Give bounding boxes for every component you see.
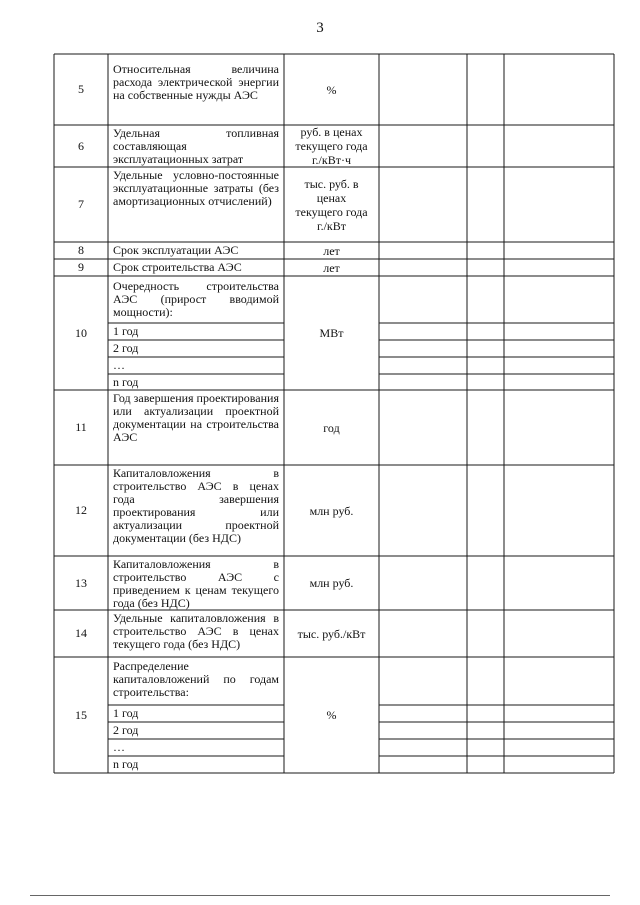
row-10-unit: МВт bbox=[319, 326, 344, 340]
row-10-item-ellipsis: … bbox=[113, 358, 125, 372]
row-12-description: Капиталовложения в строительство АЭС в ценах года завершения проектирования или актуализации проектной документации (без НДС) bbox=[113, 466, 279, 545]
row-11-unit: год bbox=[323, 420, 340, 435]
row-7-unit: тыс. руб. в ценах текущего года г./кВт bbox=[295, 176, 368, 233]
row-12-unit: млн руб. bbox=[309, 503, 354, 518]
page-number: 3 bbox=[316, 20, 324, 36]
row-15-item-ellipsis: … bbox=[113, 740, 125, 754]
row-15-number: 15 bbox=[75, 707, 87, 722]
scan-bottom-edge bbox=[30, 895, 610, 896]
row-9-unit: лет bbox=[323, 260, 340, 275]
row-5-number: 5 bbox=[78, 82, 84, 96]
row-8-unit: лет bbox=[323, 243, 340, 258]
row-10-description: Очередность строительства АЭС (прирост вводимой мощности): bbox=[113, 279, 279, 319]
row-5-description: Относительная величина расхода электрической энергии на собственные нужды АЭС bbox=[113, 62, 279, 102]
row-8-number: 8 bbox=[78, 243, 84, 257]
row-13-number: 13 bbox=[75, 575, 87, 590]
row-6-number: 6 bbox=[78, 138, 84, 153]
row-9-number: 9 bbox=[78, 260, 84, 274]
row-15-item-n: n год bbox=[113, 757, 139, 771]
row-10-number: 10 bbox=[75, 325, 87, 340]
data-table bbox=[54, 54, 614, 773]
row-13-unit: млн руб. bbox=[309, 576, 354, 590]
row-15-unit: % bbox=[326, 708, 337, 722]
row-10-item-1: 1 год bbox=[113, 324, 139, 338]
row-14-number: 14 bbox=[75, 626, 87, 640]
row-9-description: Срок строительства АЭС bbox=[113, 260, 242, 274]
row-8-description: Срок эксплуатации АЭС bbox=[113, 243, 239, 257]
row-11-number: 11 bbox=[75, 420, 87, 434]
row-13-description: Капиталовложения в строительство АЭС с приведением к ценам текущего года (без НДС) bbox=[113, 557, 279, 610]
row-5-unit: % bbox=[326, 82, 337, 97]
row-14-unit: тыс. руб./кВт bbox=[297, 626, 366, 641]
row-15-item-1: 1 год bbox=[113, 706, 139, 720]
row-15-item-2: 2 год bbox=[113, 723, 139, 737]
row-6-description: Удельная топливная составляющая эксплуатационных затрат bbox=[113, 126, 279, 166]
row-7-description: Удельные условно-постоянные эксплуатационные затраты (без амортизационных отчислений) bbox=[113, 168, 279, 208]
row-12-number: 12 bbox=[75, 503, 87, 517]
row-6-unit: руб. в ценах текущего года г./кВт·ч bbox=[295, 125, 368, 167]
row-15-description: Распределение капиталовложений по годам строительства: bbox=[113, 659, 279, 699]
row-10-item-2: 2 год bbox=[113, 341, 139, 355]
row-11-description: Год завершения проектирования или актуализации проектной документации на строительства АЭС bbox=[113, 391, 279, 444]
row-10-item-n: n год bbox=[113, 374, 139, 389]
row-14-description: Удельные капиталовложения в строительство АЭС в ценах текущего года (без НДС) bbox=[113, 611, 279, 651]
row-7-number: 7 bbox=[78, 197, 84, 211]
